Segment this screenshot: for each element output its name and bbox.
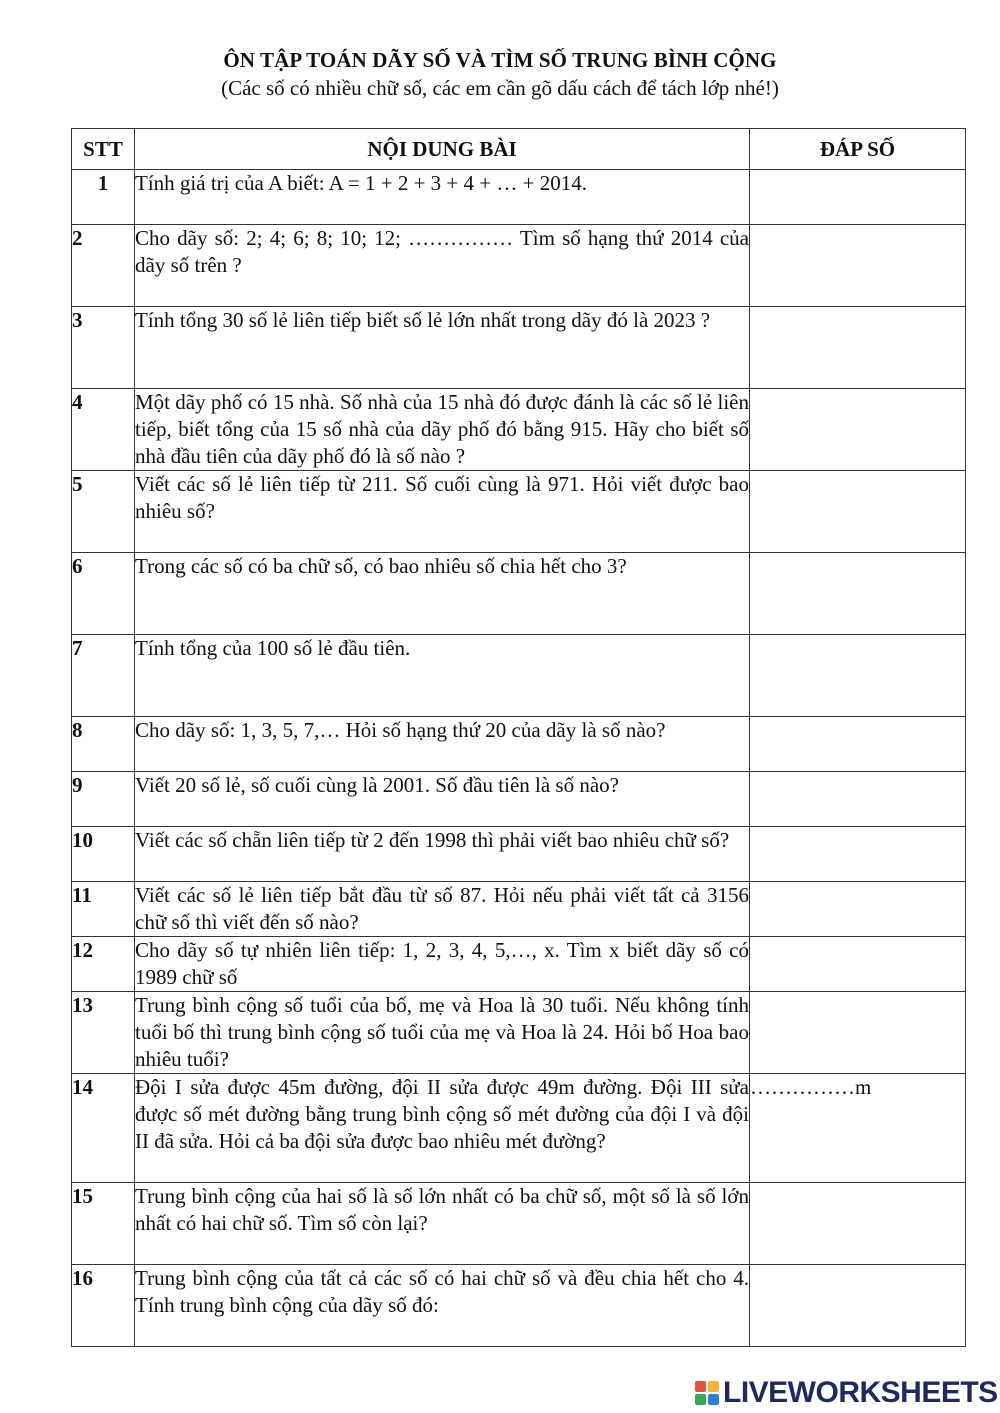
answer-field[interactable] [750,389,966,471]
answer-field[interactable] [750,471,966,553]
table-row [72,937,966,992]
question-text: Tính tổng 30 số lẻ liên tiếp biết số lẻ lớn nhất trong dãy đó là 2023 ? [135,307,750,389]
table-row [72,553,966,635]
logo-text: LIVEWORKSHEETS [723,1376,998,1409]
answer-field[interactable] [750,717,966,772]
answer-field[interactable] [750,553,966,635]
question-text: Viết 20 số lẻ, số cuối cùng là 2001. Số đầu tiên là số nào? [135,772,750,827]
header-stt: STT [72,129,135,170]
row-number: 1 [72,170,135,225]
question-text: Viết các số lẻ liên tiếp từ 211. Số cuối cùng là 971. Hỏi viết được bao nhiêu số? [135,471,750,553]
liveworksheets-logo-icon [695,1381,719,1405]
question-text: Cho dãy số: 2; 4; 6; 8; 10; 12; …………… Tìm số hạng thứ 2014 của dãy số trên ? [135,225,750,307]
answer-field[interactable] [750,937,966,992]
table-row [72,827,966,882]
table-row [72,1074,966,1183]
row-number: 3 [72,307,135,389]
page-subtitle: (Các số có nhiều chữ số, các em cần gõ dấu cách để tách lớp nhé!) [221,76,779,100]
question-text: Đội I sửa được 45m đường, đội II sửa được 49m đường. Đội III sửa được số mét đường bằng trung bình cộng số mét đường của đội I và đội II đã sửa. Hỏi cả ba đội sửa được bao nhiêu mét đường? [135,1074,750,1183]
question-text: Trung bình cộng của tất cả các số có hai chữ số và đều chia hết cho 4. Tính trung bình cộng của dãy số đó: [135,1265,750,1347]
answer-field[interactable] [750,225,966,307]
answer-field[interactable]: ……………m [750,1074,966,1183]
table-row [72,635,966,717]
question-text: Viết các số chẵn liên tiếp từ 2 đến 1998 thì phải viết bao nhiêu chữ số? [135,827,750,882]
answer-field[interactable] [750,1265,966,1347]
table-row [72,717,966,772]
row-number: 13 [72,992,135,1074]
question-text: Một dãy phố có 15 nhà. Số nhà của 15 nhà đó được đánh là các số lẻ liên tiếp, biết tổng của 15 số nhà của dãy phố đó bằng 915. Hãy cho biết số nhà đầu tiên của dãy phố đó là số nào ? [135,389,750,471]
table-row [72,882,966,937]
logo-mark-square [695,1394,706,1405]
logo-mark-square [708,1381,719,1392]
row-number: 2 [72,225,135,307]
row-number: 8 [72,717,135,772]
row-number: 14 [72,1074,135,1183]
table-row [72,471,966,553]
row-number: 11 [72,882,135,937]
exercise-table [71,128,966,1347]
table-row [72,170,966,225]
row-number: 7 [72,635,135,717]
question-text: Cho dãy số tự nhiên liên tiếp: 1, 2, 3, 4, 5,…, x. Tìm x biết dãy số có 1989 chữ số [135,937,750,992]
answer-field[interactable] [750,882,966,937]
row-number: 12 [72,937,135,992]
logo-mark-square [708,1394,719,1405]
table-row [72,307,966,389]
row-number: 4 [72,389,135,471]
answer-field[interactable] [750,170,966,225]
table-row [72,772,966,827]
question-text: Viết các số lẻ liên tiếp bắt đầu từ số 87. Hỏi nếu phải viết tất cả 3156 chữ số thì viết đến số nào? [135,882,750,937]
question-text: Trung bình cộng số tuổi của bố, mẹ và Hoa là 30 tuổi. Nếu không tính tuổi bố thì trung bình cộng số tuổi của mẹ và Hoa là 24. Hỏi bố Hoa bao nhiêu tuổi? [135,992,750,1074]
header-content: NỘI DUNG BÀI [135,129,750,170]
page-title: ÔN TẬP TOÁN DÃY SỐ VÀ TÌM SỐ TRUNG BÌNH CỘNG [223,48,777,72]
liveworksheets-logo[interactable] [695,1377,998,1409]
answer-field[interactable] [750,772,966,827]
table-row [72,1265,966,1347]
question-text: Tính giá trị của A biết: A = 1 + 2 + 3 + 4 + … + 2014. [135,170,750,225]
question-text: Trong các số có ba chữ số, có bao nhiêu số chia hết cho 3? [135,553,750,635]
answer-field[interactable] [750,992,966,1074]
row-number: 5 [72,471,135,553]
row-number: 16 [72,1265,135,1347]
question-text: Cho dãy số: 1, 3, 5, 7,… Hỏi số hạng thứ 20 của dãy là số nào? [135,717,750,772]
row-number: 9 [72,772,135,827]
answer-field[interactable] [750,307,966,389]
logo-mark-square [695,1381,706,1392]
table-header-row [72,129,966,170]
row-number: 10 [72,827,135,882]
question-text: Trung bình cộng của hai số là số lớn nhất có ba chữ số, một số là số lớn nhất có hai chữ số. Tìm số còn lại? [135,1183,750,1265]
answer-field[interactable] [750,635,966,717]
table-row [72,225,966,307]
table-row [72,1183,966,1265]
table-row [72,389,966,471]
header-answer: ĐÁP SỐ [750,129,966,170]
question-text: Tính tổng của 100 số lẻ đầu tiên. [135,635,750,717]
answer-field[interactable] [750,827,966,882]
row-number: 6 [72,553,135,635]
row-number: 15 [72,1183,135,1265]
answer-field[interactable] [750,1183,966,1265]
table-row [72,992,966,1074]
